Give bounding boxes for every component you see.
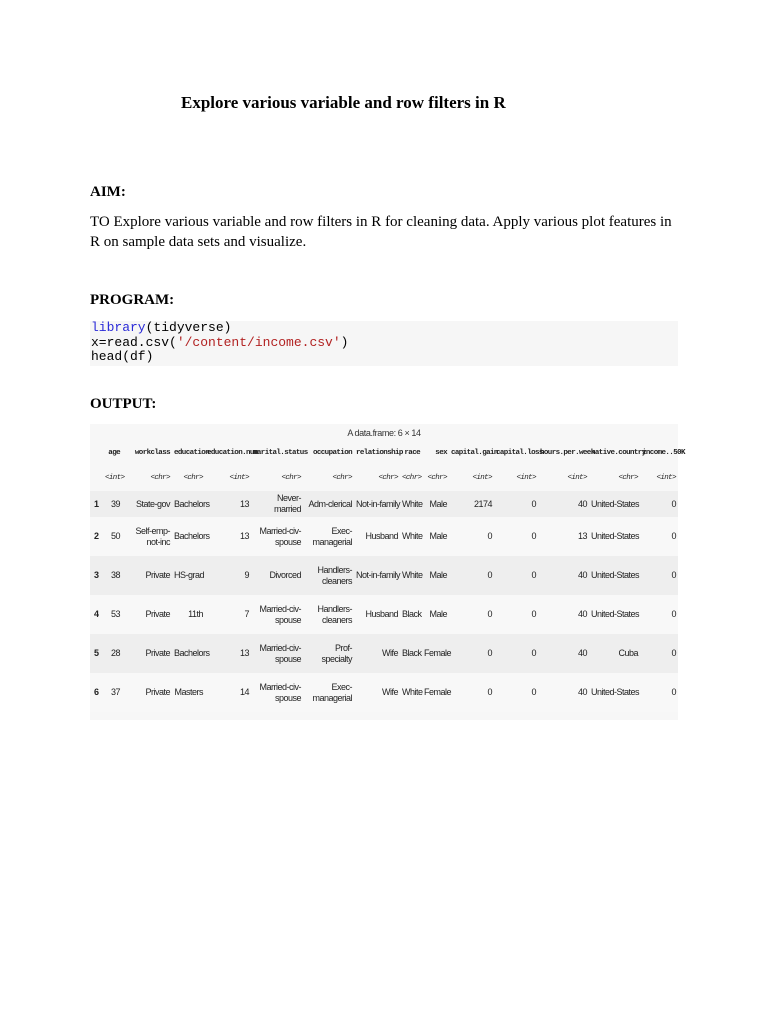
table-cell: Male [429, 570, 447, 580]
table-cell: Bachelors [174, 498, 210, 509]
table-cell: 0 [531, 609, 536, 619]
table-cell: Never-married [273, 493, 301, 514]
table-header-row [90, 442, 678, 464]
code-close-paren: ) [340, 334, 349, 350]
column-header-sex: sex [435, 449, 447, 457]
table-cell: Black [402, 609, 422, 619]
table-row [90, 634, 678, 673]
table-cell: Husband [365, 531, 398, 541]
dataframe-table [90, 442, 685, 712]
table-cell: 0 [531, 570, 536, 580]
table-cell: Female [424, 648, 452, 658]
code-line-3: head(df) [91, 349, 154, 364]
aim-text: TO Explore various variable and row filters in R for cleaning data. Apply various plot features in R on sample data sets and visualize. [90, 214, 672, 250]
table-cell: 50 [110, 531, 120, 541]
code-line-2 [91, 336, 678, 351]
table-row [90, 595, 678, 634]
table-cell: 0 [487, 609, 492, 619]
table-cell: United-States [591, 498, 640, 509]
table-cell: 40 [577, 609, 587, 619]
column-header-index [90, 442, 103, 464]
table-cell: United-States [591, 687, 640, 697]
table-cell: State-gov [135, 498, 170, 509]
column-header-marital-status: marital.status [253, 449, 308, 457]
table-cell: 0 [487, 687, 492, 697]
column-type: <int> [656, 473, 676, 482]
table-cell: White [402, 687, 423, 697]
column-type: <chr> [402, 473, 422, 482]
table-cell: 0 [671, 687, 676, 697]
column-header-hours-per-week: hours.per.week [540, 449, 595, 457]
table-cell: United-States [591, 531, 640, 541]
column-type: <int> [516, 473, 536, 482]
output-heading: OUTPUT: [90, 396, 157, 412]
table-cell: Private [145, 687, 170, 697]
table-cell: 0 [487, 531, 492, 541]
code-library-arg: (tidyverse) [145, 320, 232, 335]
table-cell: Female [424, 687, 452, 697]
table-cell: 0 [671, 648, 676, 658]
table-cell: 14 [239, 687, 249, 697]
dataframe-caption: A data.frame: 6 × 14 [347, 428, 421, 438]
table-cell: 0 [487, 570, 492, 580]
page-title: Explore various variable and row filters in R [181, 93, 506, 112]
column-header-relationship: relationship [356, 449, 403, 457]
table-cell: Handlers-cleaners [317, 603, 352, 625]
table-cell: 38 [110, 570, 120, 580]
table-row [90, 491, 678, 517]
table-row [90, 517, 678, 556]
table-cell: 0 [671, 570, 676, 580]
column-header-native-country: native.country [591, 449, 646, 457]
table-cell: 13 [239, 531, 249, 541]
table-cell: 0 [531, 687, 536, 697]
table-cell: Male [429, 498, 447, 509]
table-cell: Wife [382, 648, 398, 658]
column-type: <int> [567, 473, 587, 482]
column-header-income--50K: income..50K [642, 449, 685, 457]
table-type-row [90, 464, 678, 491]
table-cell: Male [429, 609, 447, 619]
table-cell: 0 [531, 498, 536, 509]
column-header-education: education [174, 449, 210, 457]
table-cell: 13 [577, 531, 587, 541]
row-index: 3 [94, 570, 99, 580]
row-index: 6 [94, 687, 99, 697]
table-cell: 13 [239, 648, 249, 658]
column-type: <chr> [427, 473, 447, 482]
table-cell: 28 [110, 648, 120, 658]
column-type: <int> [229, 473, 249, 482]
code-line-1 [91, 321, 678, 336]
table-cell: Divorced [269, 570, 301, 580]
column-type: <int> [472, 473, 492, 482]
column-header-capital-gain: capital.gain [451, 449, 498, 457]
column-type [90, 464, 103, 491]
table-cell: 7 [244, 609, 249, 619]
column-header-education-num: education.num [207, 449, 258, 457]
column-header-race: race [404, 449, 420, 457]
row-index: 2 [94, 531, 99, 541]
table-cell: United-States [591, 570, 640, 580]
program-heading: PROGRAM: [90, 292, 175, 308]
column-type: <chr> [183, 473, 203, 482]
table-cell: Adm-clerical [308, 498, 352, 509]
table-cell: Self-emp-not-inc [135, 525, 170, 547]
table-row [90, 556, 678, 595]
code-block [90, 321, 678, 366]
table-cell: Private [145, 609, 170, 619]
table-cell: 40 [577, 498, 587, 509]
code-file-path-string: '/content/income.csv' [176, 334, 341, 350]
table-cell: Prof-specialty [321, 642, 352, 664]
column-type: <chr> [618, 473, 638, 482]
row-index: 5 [94, 648, 99, 658]
table-cell: 53 [110, 609, 120, 619]
dataframe-output [90, 424, 685, 720]
table-row [90, 673, 678, 712]
table-cell: Married-civ-spouse [259, 525, 301, 547]
aim-heading: AIM: [90, 184, 126, 200]
table-cell: 13 [239, 498, 249, 509]
table-cell: Husband [365, 609, 398, 619]
table-cell: 0 [671, 531, 676, 541]
table-cell: 39 [110, 498, 120, 509]
column-header-capital-loss: capital.loss [496, 449, 543, 457]
table-cell: 0 [671, 609, 676, 619]
column-header-workclass: workclass [134, 449, 170, 457]
table-cell: Married-civ-spouse [259, 681, 301, 703]
table-cell: 0 [487, 648, 492, 658]
table-cell: Married-civ-spouse [259, 642, 301, 664]
table-cell: Black [402, 648, 422, 658]
table-cell: United-States [591, 609, 640, 619]
column-type: <chr> [332, 473, 352, 482]
table-cell: Wife [382, 687, 398, 697]
table-cell: White [402, 570, 423, 580]
table-cell: Bachelors [174, 648, 210, 658]
table-cell: Male [429, 531, 447, 541]
table-cell: 11th [188, 609, 203, 619]
column-type: <chr> [281, 473, 301, 482]
column-type: <chr> [378, 473, 398, 482]
table-cell: 0 [671, 498, 676, 509]
table-cell: 40 [577, 570, 587, 580]
table-cell: Handlers-cleaners [317, 564, 352, 586]
table-cell: 40 [577, 648, 587, 658]
code-keyword-library: library [91, 320, 146, 335]
table-cell: Cuba [618, 648, 638, 658]
table-cell: Married-civ-spouse [259, 603, 301, 625]
table-cell: White [402, 498, 423, 509]
row-index: 1 [94, 498, 99, 509]
table-cell: 0 [531, 648, 536, 658]
table-cell: 40 [577, 687, 587, 697]
table-cell: Masters [174, 687, 203, 697]
table-cell: Private [145, 570, 170, 580]
table-cell: Not-in-family [356, 570, 401, 580]
table-cell: Exec-managerial [312, 681, 352, 703]
table-cell: Exec-managerial [312, 525, 352, 547]
table-cell: Private [145, 648, 170, 658]
table-cell: 37 [110, 687, 120, 697]
table-cell: White [402, 531, 423, 541]
column-type: <int> [105, 473, 125, 482]
table-cell: 0 [531, 531, 536, 541]
table-cell: Not-in-family [356, 498, 401, 509]
code-read-csv-call: x=read.csv( [91, 334, 177, 350]
table-cell: Bachelors [174, 531, 210, 541]
column-header-occupation: occupation [312, 449, 352, 457]
column-header-age: age [108, 449, 120, 457]
table-cell: 9 [244, 570, 249, 580]
table-cell: HS-grad [174, 570, 205, 580]
row-index: 4 [94, 609, 99, 619]
table-cell: 2174 [473, 498, 492, 509]
column-type: <chr> [150, 473, 170, 482]
